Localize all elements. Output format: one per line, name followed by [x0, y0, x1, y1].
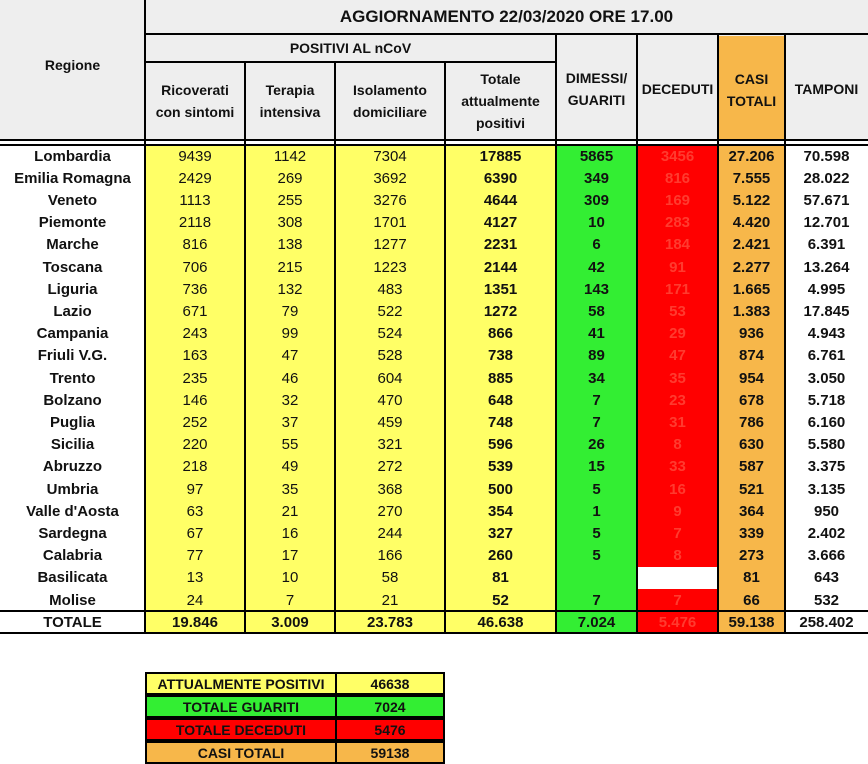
row-totale: 748	[445, 411, 556, 433]
row-isolamento: 459	[335, 411, 445, 433]
header-line: Isolamento	[353, 82, 427, 98]
row-terapia: 32	[245, 389, 335, 411]
row-tamponi: 5.718	[807, 391, 846, 409]
row-dimessi	[556, 567, 637, 589]
grid-line	[636, 34, 638, 633]
summary-label: TOTALE GUARITI	[147, 697, 337, 716]
grid-line	[0, 139, 868, 141]
row-regione: Lazio	[53, 302, 92, 320]
row-totale: 81	[445, 567, 556, 589]
row-terapia: 55	[245, 434, 335, 456]
header-regione: Regione	[44, 57, 101, 73]
row-casi: 874	[718, 345, 785, 367]
row-ricoverati: 163	[145, 345, 245, 367]
header-line: intensiva	[259, 104, 321, 120]
row-tamponi: 2.402	[807, 524, 846, 542]
row-regione: Basilicata	[37, 569, 108, 587]
row-terapia: 21	[245, 500, 335, 522]
grid-line	[145, 33, 868, 35]
row-casi: 678	[718, 389, 785, 411]
total-ricoverati: 19.846	[145, 611, 245, 633]
row-casi: 2.421	[718, 234, 785, 256]
row-ricoverati: 97	[145, 478, 245, 500]
total-tamponi: 258.402	[799, 613, 854, 631]
row-dimessi: 26	[556, 434, 637, 456]
grid-line	[444, 62, 446, 633]
total-totale: 46.638	[445, 611, 556, 633]
row-casi: 7.555	[718, 167, 785, 189]
row-terapia: 308	[245, 212, 335, 234]
row-deceduti: 23	[637, 389, 718, 411]
row-ricoverati: 2429	[145, 167, 245, 189]
row-totale: 596	[445, 434, 556, 456]
row-tamponi: 950	[813, 502, 840, 520]
header-positivi-group: POSITIVI AL nCoV	[289, 40, 412, 56]
row-deceduti: 169	[637, 189, 718, 211]
row-totale: 4644	[445, 189, 556, 211]
row-isolamento: 21	[335, 589, 445, 611]
grid-line	[555, 34, 557, 633]
row-totale: 327	[445, 522, 556, 544]
row-regione: Sicilia	[50, 436, 95, 454]
row-deceduti: 91	[637, 256, 718, 278]
header-line: con sintomi	[155, 104, 235, 120]
row-tamponi: 6.160	[807, 413, 846, 431]
total-casi: 59.138	[718, 611, 785, 633]
row-totale: 648	[445, 389, 556, 411]
row-deceduti: 171	[637, 278, 718, 300]
row-isolamento: 1701	[335, 212, 445, 234]
row-casi: 587	[718, 456, 785, 478]
row-casi: 630	[718, 434, 785, 456]
summary-row	[145, 672, 445, 695]
row-totale: 17885	[445, 145, 556, 167]
header-line: CASI	[734, 71, 769, 87]
row-dimessi: 10	[556, 212, 637, 234]
row-ricoverati: 243	[145, 323, 245, 345]
row-terapia: 17	[245, 545, 335, 567]
header-line: GUARITI	[567, 92, 626, 108]
row-deceduti: 33	[637, 456, 718, 478]
header-tamponi: TAMPONI	[794, 81, 859, 97]
header-line: TOTALI	[726, 93, 777, 109]
row-ricoverati: 736	[145, 278, 245, 300]
row-isolamento: 270	[335, 500, 445, 522]
row-casi: 81	[718, 567, 785, 589]
row-isolamento: 1223	[335, 256, 445, 278]
row-terapia: 7	[245, 589, 335, 611]
row-totale: 500	[445, 478, 556, 500]
row-dimessi: 5	[556, 478, 637, 500]
row-totale: 738	[445, 345, 556, 367]
row-ricoverati: 13	[145, 567, 245, 589]
row-isolamento: 3692	[335, 167, 445, 189]
total-dimessi: 7.024	[556, 611, 637, 633]
row-totale: 1272	[445, 300, 556, 322]
total-deceduti: 5.476	[637, 611, 718, 633]
row-dimessi: 143	[556, 278, 637, 300]
row-dimessi: 41	[556, 323, 637, 345]
row-casi: 954	[718, 367, 785, 389]
row-deceduti: 3456	[637, 145, 718, 167]
row-dimessi: 6	[556, 234, 637, 256]
row-regione: Abruzzo	[42, 458, 103, 476]
grid-line	[145, 61, 556, 63]
header-isolamento	[335, 62, 445, 140]
header-line: domiciliare	[353, 104, 427, 120]
row-dimessi: 15	[556, 456, 637, 478]
header-line: DIMESSI/	[565, 70, 628, 86]
row-deceduti: 47	[637, 345, 718, 367]
row-terapia: 37	[245, 411, 335, 433]
row-deceduti: 16	[637, 478, 718, 500]
header-terapia	[245, 62, 335, 140]
row-tamponi: 3.135	[807, 480, 846, 498]
row-deceduti: 816	[637, 167, 718, 189]
row-totale: 885	[445, 367, 556, 389]
header-casi-totali	[718, 36, 785, 140]
total-isolamento: 23.783	[335, 611, 445, 633]
row-dimessi: 34	[556, 367, 637, 389]
summary-value: 59138	[370, 744, 410, 761]
row-casi: 1.665	[718, 278, 785, 300]
row-tamponi: 57.671	[803, 191, 850, 209]
row-ricoverati: 218	[145, 456, 245, 478]
row-ricoverati: 146	[145, 389, 245, 411]
row-regione: Toscana	[42, 258, 103, 276]
row-deceduti: 53	[637, 300, 718, 322]
row-casi: 1.383	[718, 300, 785, 322]
row-dimessi: 58	[556, 300, 637, 322]
row-terapia: 35	[245, 478, 335, 500]
row-regione: Sardegna	[38, 524, 107, 542]
row-casi: 339	[718, 522, 785, 544]
row-casi: 936	[718, 323, 785, 345]
row-totale: 2144	[445, 256, 556, 278]
row-totale: 2231	[445, 234, 556, 256]
total-terapia: 3.009	[245, 611, 335, 633]
row-dimessi: 5	[556, 545, 637, 567]
row-ricoverati: 252	[145, 411, 245, 433]
row-regione: Emilia Romagna	[14, 169, 131, 187]
row-deceduti: 9	[637, 500, 718, 522]
row-isolamento: 524	[335, 323, 445, 345]
row-terapia: 16	[245, 522, 335, 544]
summary-table	[145, 672, 445, 764]
header-deceduti: DECEDUTI	[641, 81, 714, 97]
row-regione: Bolzano	[43, 391, 102, 409]
row-tamponi: 643	[813, 569, 840, 587]
row-ricoverati: 816	[145, 234, 245, 256]
row-tamponi: 4.995	[807, 280, 846, 298]
row-ricoverati: 706	[145, 256, 245, 278]
row-tamponi: 4.943	[807, 325, 846, 343]
row-isolamento: 368	[335, 478, 445, 500]
summary-label: CASI TOTALI	[147, 743, 337, 762]
row-totale: 260	[445, 545, 556, 567]
row-regione: Valle d'Aosta	[26, 502, 119, 520]
header-line: attualmente	[461, 93, 540, 109]
header-dimessi	[556, 34, 637, 144]
row-ricoverati: 24	[145, 589, 245, 611]
row-totale: 4127	[445, 212, 556, 234]
row-deceduti: 7	[637, 589, 718, 611]
row-casi: 27.206	[718, 145, 785, 167]
row-tamponi: 13.264	[803, 258, 850, 276]
row-isolamento: 58	[335, 567, 445, 589]
row-regione: Puglia	[49, 413, 95, 431]
row-terapia: 269	[245, 167, 335, 189]
row-deceduti: 7	[637, 522, 718, 544]
row-ricoverati: 9439	[145, 145, 245, 167]
row-regione: Liguria	[47, 280, 98, 298]
row-tamponi: 532	[813, 591, 840, 609]
row-isolamento: 470	[335, 389, 445, 411]
summary-label: TOTALE DECEDUTI	[147, 720, 337, 739]
row-totale: 52	[445, 589, 556, 611]
row-totale: 354	[445, 500, 556, 522]
row-isolamento: 272	[335, 456, 445, 478]
grid-line	[144, 0, 146, 633]
summary-value: 46638	[370, 675, 410, 692]
summary-row	[145, 695, 445, 718]
row-deceduti: 31	[637, 411, 718, 433]
table-title: AGGIORNAMENTO 22/03/2020 ORE 17.00	[145, 0, 868, 34]
row-tamponi: 3.050	[807, 369, 846, 387]
row-deceduti: 8	[637, 434, 718, 456]
grid-line	[0, 632, 868, 634]
row-casi: 364	[718, 500, 785, 522]
row-dimessi: 7	[556, 411, 637, 433]
row-deceduti: 35	[637, 367, 718, 389]
row-deceduti: 29	[637, 323, 718, 345]
row-tamponi: 17.845	[803, 302, 850, 320]
row-regione: Molise	[49, 591, 96, 609]
row-ricoverati: 77	[145, 545, 245, 567]
header-line: Totale	[480, 71, 521, 87]
row-tamponi: 5.580	[807, 436, 846, 454]
row-casi: 521	[718, 478, 785, 500]
grid-line	[334, 62, 336, 633]
row-isolamento: 7304	[335, 145, 445, 167]
row-isolamento: 483	[335, 278, 445, 300]
row-terapia: 1142	[245, 145, 335, 167]
header-totale-positivi	[445, 62, 556, 140]
row-tamponi: 6.761	[807, 347, 846, 365]
row-tamponi: 28.022	[803, 169, 850, 187]
row-regione: Friuli V.G.	[37, 347, 108, 365]
row-terapia: 10	[245, 567, 335, 589]
row-regione: Umbria	[46, 480, 99, 498]
row-isolamento: 1277	[335, 234, 445, 256]
row-isolamento: 528	[335, 345, 445, 367]
row-ricoverati: 1113	[145, 189, 245, 211]
row-dimessi: 5865	[556, 145, 637, 167]
row-totale: 539	[445, 456, 556, 478]
summary-label: ATTUALMENTE POSITIVI	[147, 674, 337, 693]
grid-line	[717, 34, 719, 633]
row-ricoverati: 220	[145, 434, 245, 456]
row-regione: Calabria	[42, 547, 103, 565]
row-tamponi: 6.391	[807, 236, 846, 254]
row-totale: 866	[445, 323, 556, 345]
row-totale: 1351	[445, 278, 556, 300]
row-dimessi: 7	[556, 589, 637, 611]
row-regione: Marche	[46, 236, 99, 254]
header-ricoverati	[145, 62, 245, 140]
total-regione: TOTALE	[43, 613, 102, 631]
row-ricoverati: 235	[145, 367, 245, 389]
summary-row	[145, 741, 445, 764]
header-line: Ricoverati	[161, 82, 229, 98]
row-terapia: 255	[245, 189, 335, 211]
row-ricoverati: 671	[145, 300, 245, 322]
row-regione: Campania	[36, 325, 109, 343]
row-dimessi: 89	[556, 345, 637, 367]
grid-line	[0, 144, 868, 146]
row-casi: 2.277	[718, 256, 785, 278]
row-casi: 273	[718, 545, 785, 567]
row-terapia: 49	[245, 456, 335, 478]
row-isolamento: 3276	[335, 189, 445, 211]
header-line: Terapia	[265, 82, 315, 98]
row-deceduti: 184	[637, 234, 718, 256]
summary-row	[145, 718, 445, 741]
row-totale: 6390	[445, 167, 556, 189]
row-ricoverati: 2118	[145, 212, 245, 234]
row-isolamento: 244	[335, 522, 445, 544]
grid-line	[0, 610, 868, 612]
row-regione: Lombardia	[34, 147, 111, 165]
row-casi: 66	[718, 589, 785, 611]
row-terapia: 46	[245, 367, 335, 389]
row-dimessi: 7	[556, 389, 637, 411]
row-deceduti	[637, 567, 718, 589]
row-dimessi: 1	[556, 500, 637, 522]
row-deceduti: 8	[637, 545, 718, 567]
row-regione: Piemonte	[38, 214, 107, 232]
row-terapia: 138	[245, 234, 335, 256]
row-regione: Veneto	[47, 191, 98, 209]
row-terapia: 79	[245, 300, 335, 322]
row-deceduti: 283	[637, 212, 718, 234]
grid-line	[784, 34, 786, 633]
row-casi: 5.122	[718, 189, 785, 211]
row-tamponi: 3.375	[807, 458, 846, 476]
row-terapia: 47	[245, 345, 335, 367]
row-casi: 786	[718, 411, 785, 433]
row-tamponi: 3.666	[807, 547, 846, 565]
row-casi: 4.420	[718, 212, 785, 234]
summary-value: 5476	[374, 721, 406, 738]
row-isolamento: 166	[335, 545, 445, 567]
row-isolamento: 604	[335, 367, 445, 389]
row-terapia: 215	[245, 256, 335, 278]
row-ricoverati: 67	[145, 522, 245, 544]
row-tamponi: 12.701	[803, 214, 850, 232]
summary-value: 7024	[374, 698, 406, 715]
row-dimessi: 5	[556, 522, 637, 544]
row-terapia: 99	[245, 323, 335, 345]
row-tamponi: 70.598	[803, 147, 850, 165]
row-dimessi: 309	[556, 189, 637, 211]
row-isolamento: 522	[335, 300, 445, 322]
row-dimessi: 349	[556, 167, 637, 189]
grid-line	[244, 62, 246, 633]
row-ricoverati: 63	[145, 500, 245, 522]
row-terapia: 132	[245, 278, 335, 300]
header-line: positivi	[475, 115, 525, 131]
row-isolamento: 321	[335, 434, 445, 456]
row-regione: Trento	[49, 369, 96, 387]
row-dimessi: 42	[556, 256, 637, 278]
